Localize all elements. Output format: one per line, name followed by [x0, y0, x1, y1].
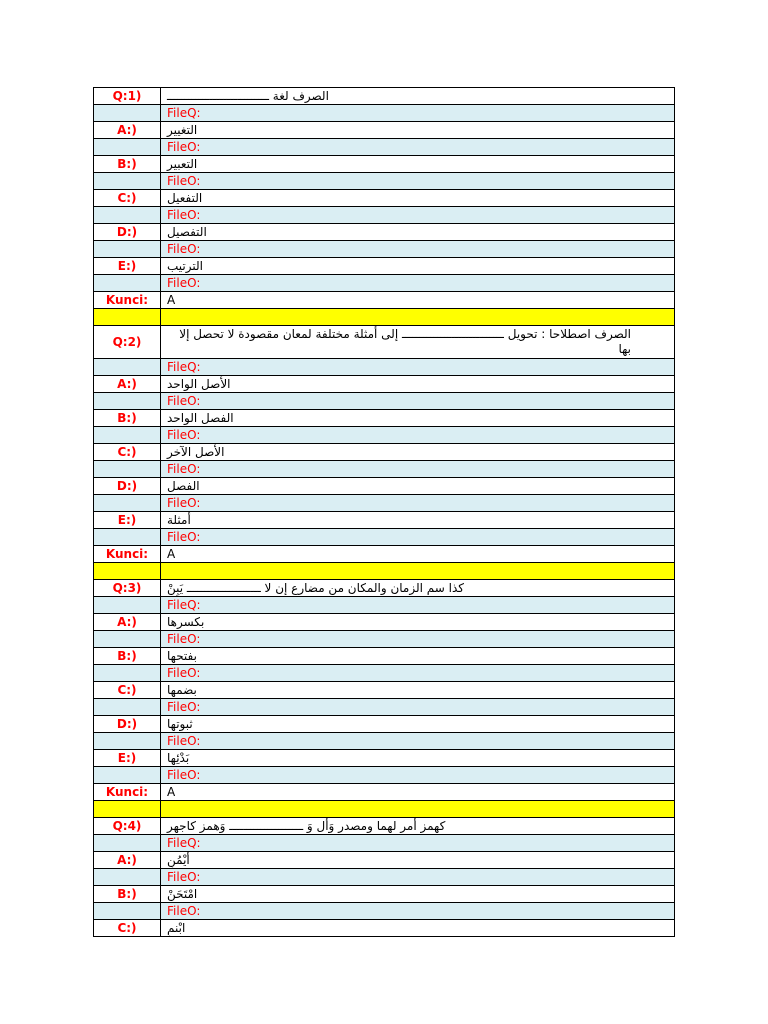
- option-row: [94, 716, 675, 733]
- question-row: [94, 326, 675, 359]
- question-row-label: Q:2): [94, 326, 161, 359]
- question-row: [94, 88, 675, 105]
- option-row: [94, 614, 675, 631]
- option-file-row-label: [94, 699, 161, 716]
- separator-row-value: [161, 309, 675, 326]
- option-file-row: [94, 427, 675, 444]
- option-file-row-label: [94, 173, 161, 190]
- question-file-row: [94, 105, 675, 122]
- option-row-text: بفتحها: [167, 648, 197, 663]
- option-file-row: [94, 241, 675, 258]
- option-row-text: امْتَحَنْ: [167, 886, 198, 901]
- option-row-label: A:): [94, 852, 161, 869]
- option-row: [94, 478, 675, 495]
- option-row-text: التفعيل: [167, 190, 203, 205]
- option-row-text: أيْمُنٍ: [167, 852, 190, 867]
- question-file-row-label: [94, 105, 161, 122]
- question-file-row-label: [94, 359, 161, 376]
- option-file-row-value: FileO:: [161, 393, 675, 410]
- option-row-label: C:): [94, 682, 161, 699]
- option-row-value: [161, 614, 675, 631]
- answer-key-row-label: Kunci:: [94, 546, 161, 563]
- option-row-text: التعبير: [167, 156, 198, 171]
- separator-row-value: [161, 563, 675, 580]
- option-file-row: [94, 207, 675, 224]
- separator-row-label: [94, 563, 161, 580]
- option-row: [94, 190, 675, 207]
- option-row-text: التفصيل: [167, 224, 207, 239]
- option-row-value: [161, 122, 675, 139]
- option-row-text: الفصل الواحد: [167, 410, 234, 425]
- option-row: [94, 122, 675, 139]
- option-file-row-value: FileO:: [161, 275, 675, 292]
- option-row-value: [161, 190, 675, 207]
- option-row-value: [161, 648, 675, 665]
- option-file-row-label: [94, 139, 161, 156]
- option-row-value: [161, 716, 675, 733]
- option-row-label: E:): [94, 750, 161, 767]
- answer-key-row-value: A: [161, 546, 675, 563]
- option-row-label: B:): [94, 886, 161, 903]
- option-file-row-value: FileO:: [161, 139, 675, 156]
- option-row-text: بكسرها: [167, 614, 205, 629]
- option-row-label: B:): [94, 410, 161, 427]
- option-file-row-label: [94, 869, 161, 886]
- option-row-value: [161, 224, 675, 241]
- option-row-label: B:): [94, 648, 161, 665]
- option-row-label: E:): [94, 512, 161, 529]
- option-row: [94, 156, 675, 173]
- option-file-row-value: FileO:: [161, 173, 675, 190]
- option-file-row-value: FileO:: [161, 207, 675, 224]
- quiz-sheet: [93, 87, 675, 937]
- option-file-row-value: FileO:: [161, 241, 675, 258]
- option-file-row-label: [94, 529, 161, 546]
- option-row-label: C:): [94, 444, 161, 461]
- option-row-label: D:): [94, 716, 161, 733]
- option-file-row-label: [94, 665, 161, 682]
- option-row-text: ابْنمٍ: [167, 920, 186, 935]
- option-row-value: [161, 410, 675, 427]
- option-row-text: الترتيب: [167, 258, 203, 273]
- option-file-row-label: [94, 733, 161, 750]
- question-row-label: Q:1): [94, 88, 161, 105]
- question-file-row: [94, 835, 675, 852]
- option-row: [94, 750, 675, 767]
- option-file-row-value: FileO:: [161, 903, 675, 920]
- option-file-row: [94, 665, 675, 682]
- option-row-text: بضمها: [167, 682, 197, 697]
- option-row: [94, 682, 675, 699]
- option-row-label: A:): [94, 614, 161, 631]
- separator-row-label: [94, 801, 161, 818]
- option-file-row-value: FileO:: [161, 461, 675, 478]
- option-row-label: A:): [94, 376, 161, 393]
- separator-row-value: [161, 801, 675, 818]
- question-row-value: [161, 88, 675, 105]
- question-file-row-value: FileQ:: [161, 105, 675, 122]
- option-row-text: الأصل الآخر: [167, 444, 225, 459]
- option-file-row-value: FileO:: [161, 869, 675, 886]
- question-row-text: الصرف لغة ـــــــــــــــــــــــــــــ: [167, 88, 329, 103]
- option-file-row: [94, 393, 675, 410]
- option-row-text: ثبوتها: [167, 716, 193, 731]
- option-file-row-value: FileO:: [161, 699, 675, 716]
- option-row-value: [161, 852, 675, 869]
- question-file-row-label: [94, 597, 161, 614]
- quiz-sheet-body: [94, 88, 675, 937]
- option-row: [94, 258, 675, 275]
- option-file-row: [94, 461, 675, 478]
- option-row: [94, 852, 675, 869]
- question-file-row: [94, 597, 675, 614]
- option-file-row: [94, 275, 675, 292]
- option-row: [94, 444, 675, 461]
- separator-row-label: [94, 309, 161, 326]
- answer-key-row-label: Kunci:: [94, 292, 161, 309]
- option-file-row-label: [94, 207, 161, 224]
- option-file-row-label: [94, 461, 161, 478]
- option-file-row-label: [94, 393, 161, 410]
- answer-key-row: [94, 546, 675, 563]
- option-row: [94, 648, 675, 665]
- question-file-row-value: FileQ:: [161, 359, 675, 376]
- option-file-row-label: [94, 631, 161, 648]
- question-row-text: الصرف اصطلاحا : تحويل ـــــــــــــــــــــــــــــ إلى أمثلة مختلفة لمعان مقصودة لا تحصل إلا بها: [179, 327, 631, 356]
- question-row: [94, 818, 675, 835]
- separator-row: [94, 563, 675, 580]
- option-file-row: [94, 139, 675, 156]
- option-file-row-value: FileO:: [161, 529, 675, 546]
- option-file-row: [94, 173, 675, 190]
- option-row-text: الفصل: [167, 478, 200, 493]
- option-row-value: [161, 886, 675, 903]
- question-file-row-value: FileQ:: [161, 835, 675, 852]
- option-row-label: C:): [94, 920, 161, 937]
- option-file-row-label: [94, 241, 161, 258]
- option-row-value: [161, 258, 675, 275]
- option-file-row-value: FileO:: [161, 665, 675, 682]
- question-row: [94, 580, 675, 597]
- option-file-row: [94, 699, 675, 716]
- option-row-label: A:): [94, 122, 161, 139]
- option-row-value: [161, 478, 675, 495]
- question-row-label: Q:3): [94, 580, 161, 597]
- option-file-row: [94, 767, 675, 784]
- option-row-text: التغيير: [167, 122, 198, 137]
- option-file-row-value: FileO:: [161, 495, 675, 512]
- option-file-row: [94, 869, 675, 886]
- separator-row: [94, 801, 675, 818]
- question-row-value: [161, 818, 675, 835]
- question-row-value: [161, 326, 675, 359]
- option-row-label: C:): [94, 190, 161, 207]
- question-row-value: [161, 580, 675, 597]
- option-file-row: [94, 631, 675, 648]
- option-row-text: بَدْئِها: [167, 750, 190, 765]
- option-file-row: [94, 903, 675, 920]
- option-file-row-label: [94, 903, 161, 920]
- question-file-row: [94, 359, 675, 376]
- option-file-row: [94, 495, 675, 512]
- answer-key-row-label: Kunci:: [94, 784, 161, 801]
- option-file-row-value: FileO:: [161, 767, 675, 784]
- question-row-label: Q:4): [94, 818, 161, 835]
- question-file-row-value: FileQ:: [161, 597, 675, 614]
- option-row: [94, 920, 675, 937]
- option-row-label: D:): [94, 478, 161, 495]
- option-row-text: أمثلة: [167, 512, 191, 527]
- question-row-text: كذا سم الزمان والمكان من مضارع إن لا ـــــــــــــــــــــ يَبِنْ: [167, 580, 464, 595]
- option-file-row-label: [94, 767, 161, 784]
- option-file-row-value: FileO:: [161, 733, 675, 750]
- question-file-row-label: [94, 835, 161, 852]
- option-file-row-label: [94, 427, 161, 444]
- option-row: [94, 410, 675, 427]
- option-row-value: [161, 750, 675, 767]
- option-row: [94, 886, 675, 903]
- answer-key-row: [94, 292, 675, 309]
- option-row-label: B:): [94, 156, 161, 173]
- answer-key-row-value: A: [161, 784, 675, 801]
- option-file-row-value: FileO:: [161, 427, 675, 444]
- question-row-text: كهمز أمر لهما ومصدر وَأل وَ ـــــــــــــــــــــ وَهمز كاجهر: [167, 818, 446, 833]
- option-row-value: [161, 376, 675, 393]
- separator-row: [94, 309, 675, 326]
- option-file-row-label: [94, 275, 161, 292]
- option-file-row-value: FileO:: [161, 631, 675, 648]
- option-row-text: الأصل الواحد: [167, 376, 231, 391]
- option-file-row-label: [94, 495, 161, 512]
- option-row: [94, 512, 675, 529]
- option-row-value: [161, 682, 675, 699]
- option-row-value: [161, 512, 675, 529]
- option-row: [94, 376, 675, 393]
- option-file-row: [94, 529, 675, 546]
- option-row-value: [161, 156, 675, 173]
- option-row-value: [161, 920, 675, 937]
- option-file-row: [94, 733, 675, 750]
- answer-key-row: [94, 784, 675, 801]
- option-row-value: [161, 444, 675, 461]
- option-row-label: E:): [94, 258, 161, 275]
- option-row-label: D:): [94, 224, 161, 241]
- option-row: [94, 224, 675, 241]
- answer-key-row-value: A: [161, 292, 675, 309]
